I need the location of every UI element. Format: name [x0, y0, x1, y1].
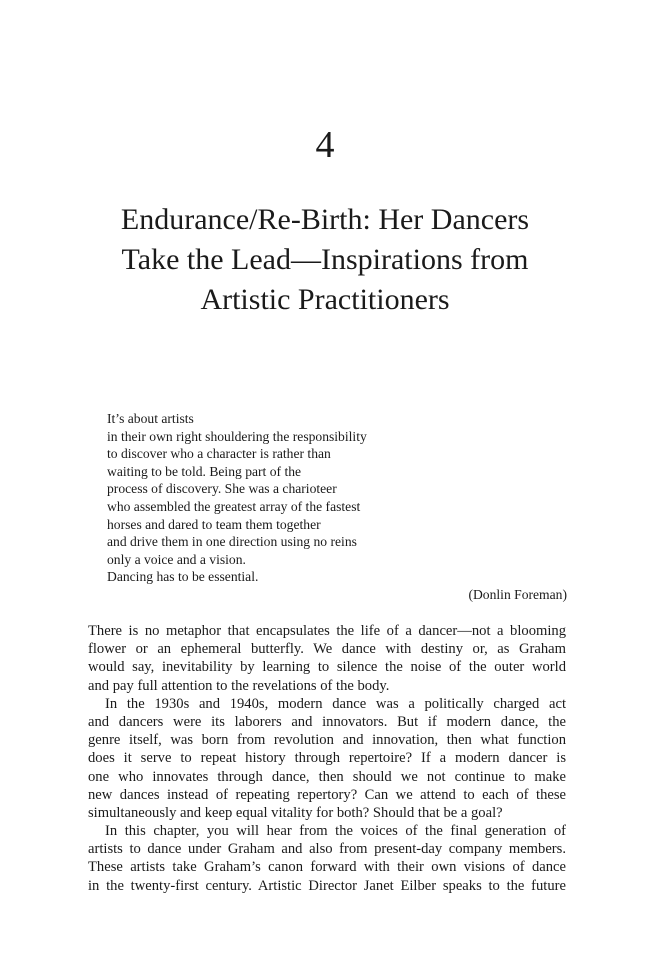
chapter-title-line: Artistic Practitioners: [200, 283, 450, 316]
body-line: does it serve to repeat history through repertoire? If a modern dancer is: [88, 750, 566, 767]
body-line: would say, inevitability by learning to silence the noise of the outer world: [88, 659, 566, 676]
body-line: artists to dance under Graham and also from present-day company members.: [88, 841, 566, 858]
body-line: simultaneously and keep equal vitality for both? Should that be a goal?: [88, 804, 503, 821]
body-text: [88, 622, 566, 895]
body-line: There is no metaphor that encapsulates the life of a dancer—not a blooming: [88, 623, 566, 639]
body-line: genre itself, was born from revolution and innovation, then what function: [88, 732, 566, 749]
chapter-number: 4: [315, 124, 335, 166]
epigraph-line: to discover who a character is rather than: [107, 446, 331, 462]
epigraph: [107, 410, 567, 604]
body-line: flower or an ephemeral butterfly. We dance with destiny or, as Graham: [88, 641, 566, 658]
epigraph-line: horses and dared to team them together: [107, 516, 321, 532]
chapter-title: [60, 200, 590, 320]
body-line: In the 1930s and 1940s, modern dance was a politically charged act: [105, 695, 566, 712]
body-line: and dancers were its laborers and innovators. But if modern dance, the: [88, 713, 566, 730]
body-line: in the twenty-first century. Artistic Director Janet Eilber speaks to the future: [88, 877, 566, 894]
epigraph-line: It’s about artists: [107, 411, 194, 426]
epigraph-line: Dancing has to be essential.: [107, 569, 259, 585]
chapter-title-line: Take the Lead—Inspirations from: [121, 243, 529, 276]
chapter-title-line: Endurance/Re-Birth: Her Dancers: [120, 203, 530, 236]
body-line: new dances instead of repeating repertory? Can we attend to each of these: [88, 786, 566, 803]
body-line: In this chapter, you will hear from the voices of the final generation of: [105, 823, 566, 840]
epigraph-line: in their own right shouldering the responsibility: [107, 428, 367, 444]
body-line: These artists take Graham’s canon forward with their own visions of dance: [88, 859, 566, 876]
epigraph-attribution: (Donlin Foreman): [468, 586, 567, 602]
epigraph-line: process of discovery. She was a charioteer: [107, 481, 337, 497]
body-line: and pay full attention to the revelations of the body.: [88, 677, 390, 694]
epigraph-line: only a voice and a vision.: [107, 551, 246, 567]
epigraph-line: and drive them in one direction using no reins: [107, 534, 357, 550]
body-line: one who innovates through dance, then should we not continue to make: [88, 768, 566, 785]
epigraph-line: who assembled the greatest array of the fastest: [107, 498, 361, 514]
epigraph-line: waiting to be told. Being part of the: [107, 463, 302, 479]
